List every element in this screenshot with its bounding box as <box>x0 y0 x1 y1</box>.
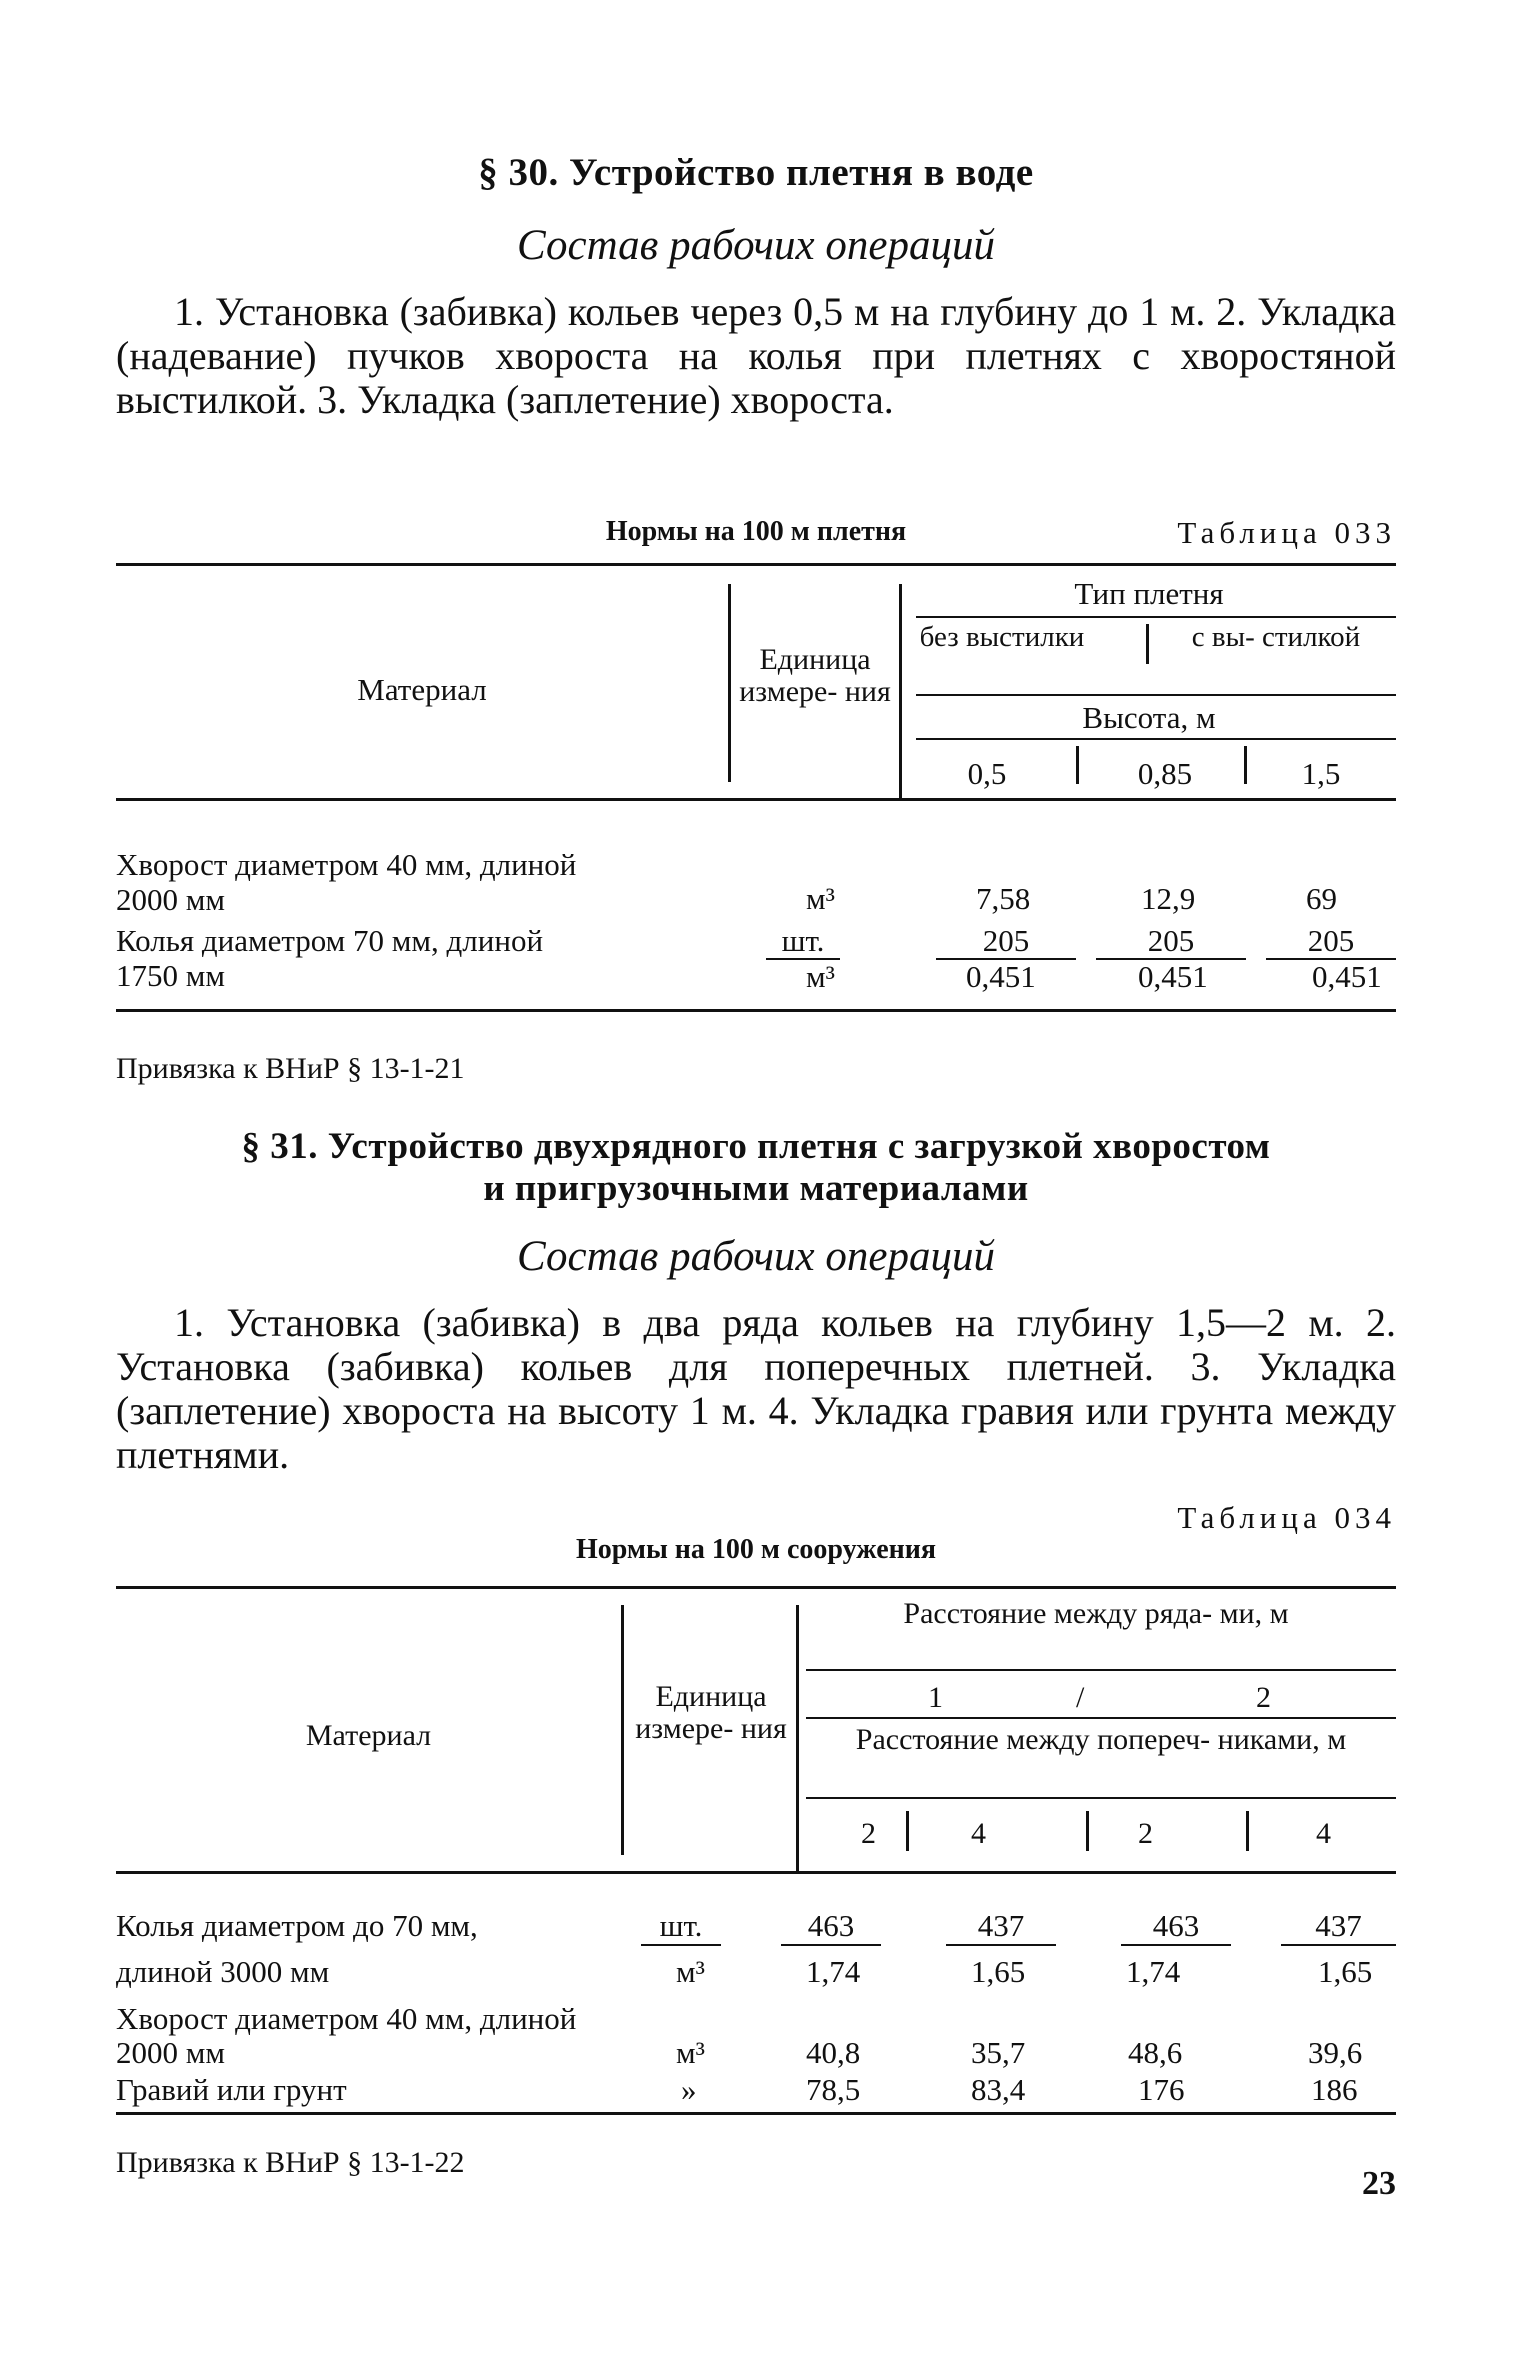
header-h1: 0,5 <box>967 756 1007 791</box>
section-subtitle: Состав рабочих операций <box>517 1233 995 1280</box>
section-text: 1. Установка (забивка) в два ряда кольев на глубину 1,5—2 м. 2. Установка (забивка) кольев для поперечных плетней. 3. Укладка (заплетение) хвороста на высоту 1 м. 4. Укладка гравия или грунта между плетнями. <box>116 1300 1396 1477</box>
header-rows-dist: Расстояние между ряда- ми, м <box>903 1597 1289 1630</box>
table-caption: Нормы на 100 м сооружения <box>575 1534 937 1565</box>
header-type: Тип плетня <box>1074 576 1224 611</box>
header-c4: 4 <box>1316 1817 1331 1850</box>
header-cross-dist: Расстояние между попереч- никами, м <box>855 1723 1347 1756</box>
table-note: Привязка к ВНиР § 13-1-22 <box>116 2146 465 2179</box>
section-30 <box>116 150 1396 422</box>
header-r2: 2 <box>1256 1681 1271 1714</box>
table-row: Колья диаметром до 70 мм, шт. 463 437 463 437 <box>116 1908 1396 1944</box>
table-row: Хворост диаметром 40 мм, длиной 2000 мм м³ 7,58 12,9 69 <box>116 847 1337 917</box>
header-c1: 2 <box>861 1817 876 1850</box>
section-text: 1. Установка (забивка) кольев через 0,5 м на глубину до 1 м. 2. Укладка (надевание) пучков хвороста на колья при плетнях с хворостяной выстилкой. 3. Укладка (заплетение) хвороста. <box>116 289 1396 422</box>
section-31 <box>116 1126 1396 1477</box>
header-c3: 2 <box>1138 1817 1153 1850</box>
table-row: длиной 3000 мм м³ 1,74 1,65 1,74 1,65 <box>116 1954 1373 1989</box>
header-h3: 1,5 <box>1301 756 1341 791</box>
section-title: § 30. Устройство плетня в воде <box>478 151 1034 194</box>
header-height: Высота, м <box>1082 700 1216 735</box>
table-label: Таблица 033 <box>1177 515 1396 550</box>
header-unit: Единица измере- ния <box>739 643 891 708</box>
table-row: Гравий или грунт » 78,5 83,4 176 186 <box>116 2072 1358 2107</box>
section-subtitle: Состав рабочих операций <box>517 222 995 269</box>
header-without: без выстилки <box>919 621 1085 653</box>
table-header <box>116 563 1396 801</box>
table-caption: Нормы на 100 м плетня <box>605 516 907 547</box>
header-with: с вы- стилкой <box>1191 621 1361 653</box>
page-number: 23 <box>1362 2165 1396 2202</box>
table-row: Хворост диаметром 40 мм, длиной 2000 мм м³ 40,8 35,7 48,6 39,6 <box>116 2001 1363 2070</box>
header-unit: Единица измере- ния <box>635 1680 787 1745</box>
table-note: Привязка к ВНиР § 13-1-21 <box>116 1052 465 1085</box>
header-c2: 4 <box>971 1817 986 1850</box>
table-033 <box>116 563 1396 994</box>
table-034 <box>116 1586 1396 2107</box>
header-material: Материал <box>305 1719 432 1752</box>
header-r1: 1 <box>928 1681 943 1714</box>
table-row: Колья диаметром 70 мм, длиной 1750 мм шт. м³ 205 205 205 0,451 0,451 0,451 <box>116 923 1396 993</box>
header-h2: 0,85 <box>1137 756 1193 791</box>
table-label: Таблица 034 <box>1177 1500 1396 1535</box>
table-header: Материал Единица измере- ния Расстояние между ряда- ми, м 1 / 2 Расстояние между попереч- никами, м 2 4 2 4 <box>116 1586 1396 1874</box>
section-title: § 31. Устройство двухрядного плетня с загрузкой хворостом и пригрузочными материалами <box>241 1126 1271 1209</box>
header-material: Материал <box>357 672 487 707</box>
